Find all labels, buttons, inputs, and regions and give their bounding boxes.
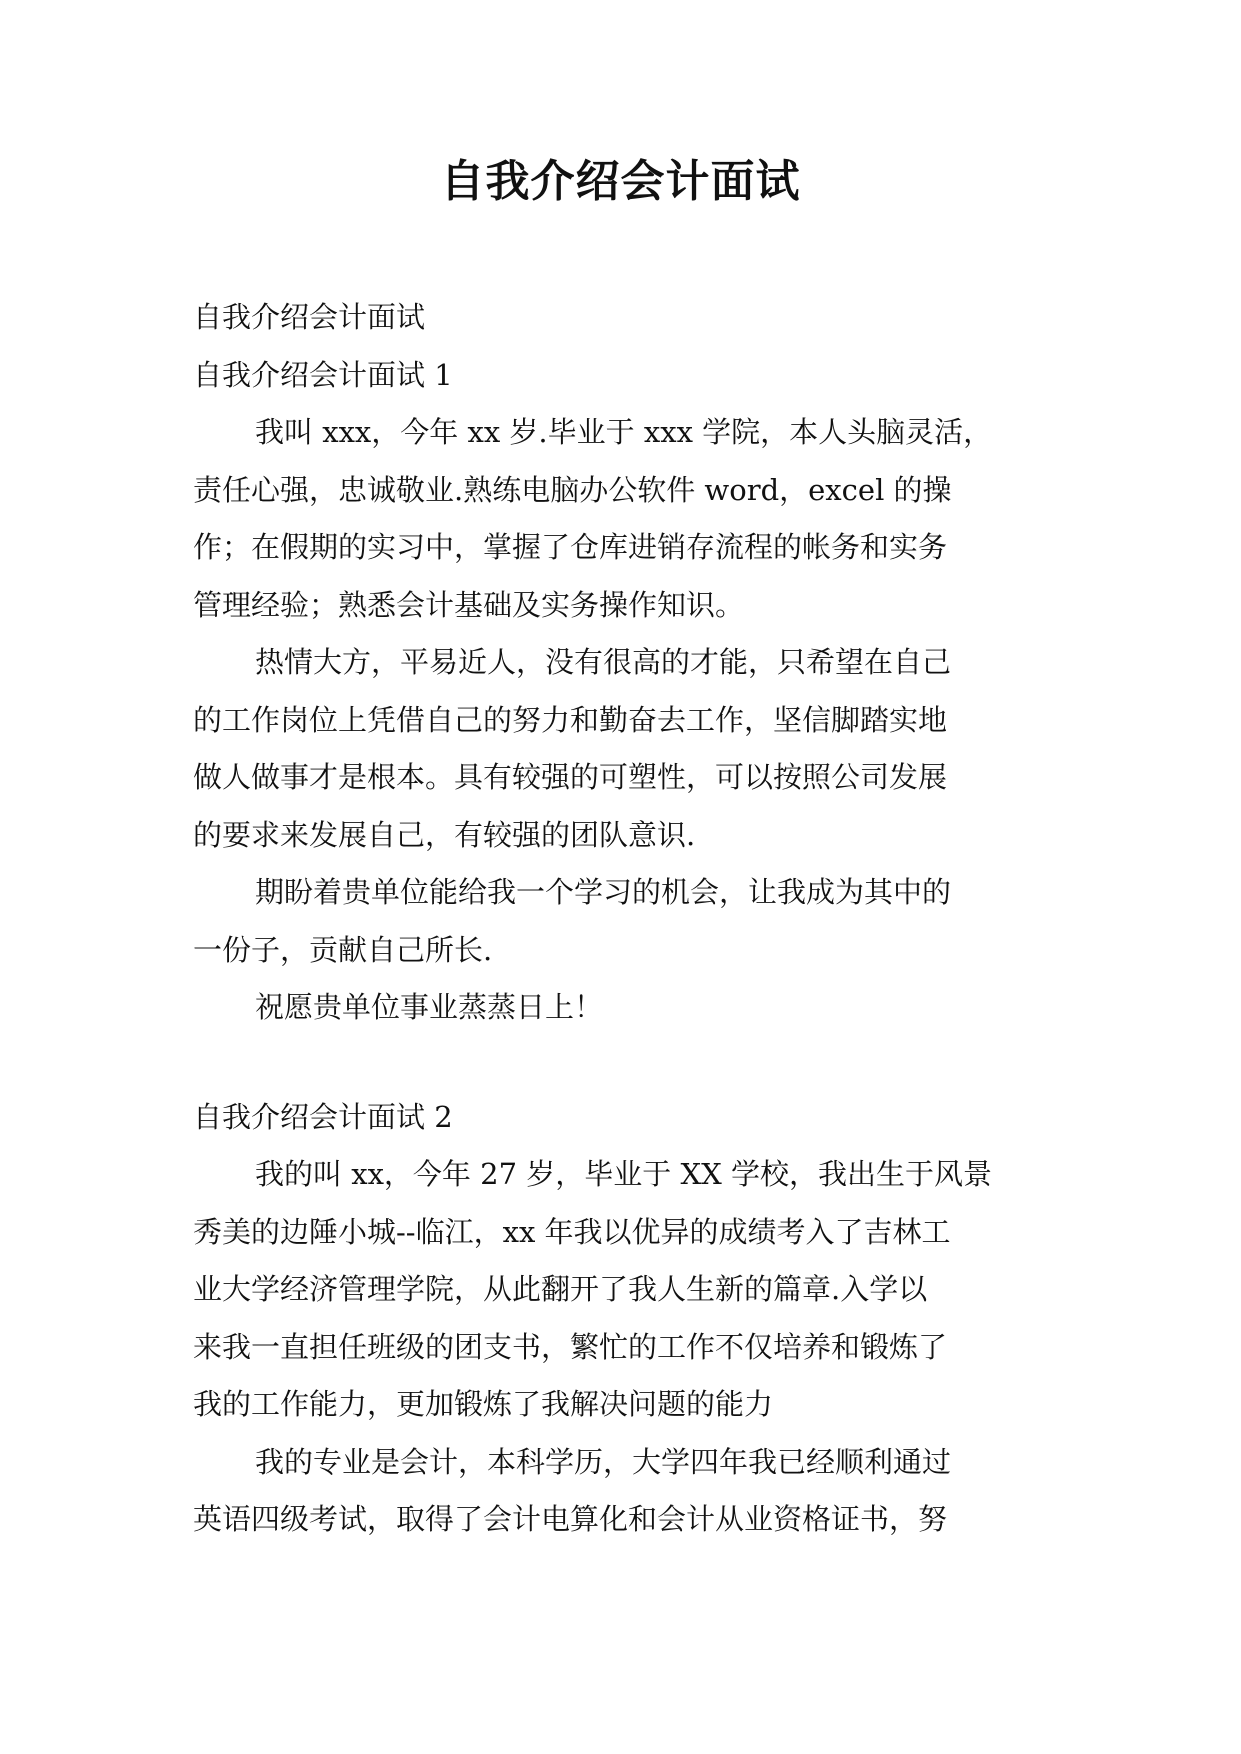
paragraph-line: 来我一直担任班级的团支书，繁忙的工作不仅培养和锻炼了: [193, 1329, 948, 1364]
paragraph-line: 责任心强，忠诚敬业.熟练电脑办公软件 word，excel 的操: [193, 472, 952, 507]
paragraph-line: 的工作岗位上凭借自己的努力和勤奋去工作，坚信脚踏实地: [193, 702, 948, 737]
intro-heading: 自我介绍会计面试: [193, 300, 426, 334]
paragraph-line: 一份子，贡献自己所长.: [193, 932, 493, 967]
document-body: [193, 289, 1049, 1549]
section-1-heading: 自我介绍会计面试 1: [193, 357, 453, 392]
paragraph-line: 我的叫 xx，今年 27 岁，毕业于 XX 学校，我出生于风景: [255, 1157, 992, 1191]
paragraph-line: 我的工作能力，更加锻炼了我解决问题的能力: [193, 1387, 774, 1421]
paragraph-line: 的要求来发展自己，有较强的团队意识.: [193, 817, 696, 852]
paragraph-line: 英语四级考试，取得了会计电算化和会计从业资格证书，努: [193, 1502, 948, 1536]
paragraph-line: 我叫 xxx，今年 xx 岁.毕业于 xxx 学院，本人头脑灵活，: [255, 415, 993, 449]
paragraph-line: 秀美的边陲小城--临江，xx 年我以优异的成绩考入了吉林工: [193, 1214, 951, 1249]
paragraph-line: 我的专业是会计，本科学历，大学四年我已经顺利通过: [255, 1444, 952, 1479]
paragraph-line: 管理经验；熟悉会计基础及实务操作知识。: [193, 587, 745, 622]
paragraph-line: 做人做事才是根本。具有较强的可塑性，可以按照公司发展: [193, 760, 948, 794]
document-title: 自我介绍会计面试: [440, 156, 801, 207]
paragraph-line: 热情大方，平易近人，没有很高的才能，只希望在自己: [255, 645, 952, 679]
paragraph-line: 期盼着贵单位能给我一个学习的机会，让我成为其中的: [255, 875, 952, 909]
paragraph-line: 祝愿贵单位事业蒸蒸日上！: [255, 990, 604, 1024]
paragraph-line: 作；在假期的实习中，掌握了仓库进销存流程的帐务和实务: [193, 530, 948, 564]
paragraph-line: 业大学经济管理学院，从此翻开了我人生新的篇章.入学以: [193, 1272, 928, 1306]
section-spacer: [193, 1037, 1049, 1089]
section-2-heading: 自我介绍会计面试 2: [193, 1099, 453, 1134]
